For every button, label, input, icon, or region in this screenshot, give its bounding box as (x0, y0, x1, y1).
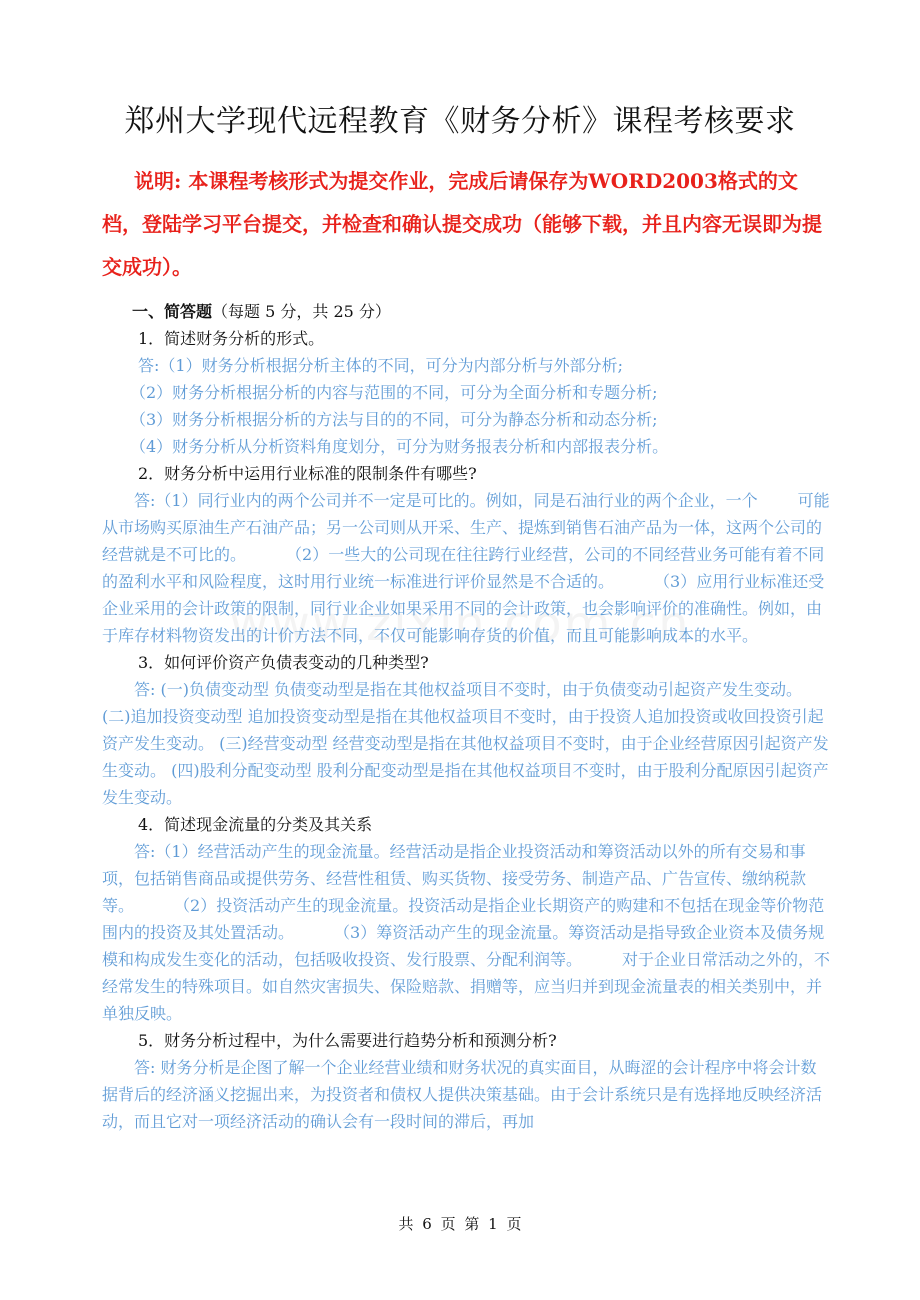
answer-2-part: 答:（1）同行业内的两个公司并不一定是可比的。例如，同是石油行业的两个企业，一个 (134, 491, 758, 510)
page-title: 郑州大学现代远程教育《财务分析》课程考核要求 (124, 104, 796, 139)
answer-1-line: 答:（1）财务分析根据分析主体的不同，可分为内部分析与外部分析; (138, 356, 623, 375)
submission-notice: 说明: 本课程考核形式为提交作业，完成后请保存为WORD2003格式的文档，登陆学习平台提交，并检查和确认提交成功（能够下载，并且内容无误即为提交成功）。 (102, 169, 822, 279)
answer-3 (102, 676, 832, 811)
answer-3-part: (二)追加投资变动型 追加投资变动型是指在其他权益项目不变时，由于投资人追加投资或收回投资引起资产发生变动。 (102, 707, 824, 753)
question-3: 3．如何评价资产负债表变动的几种类型? (138, 653, 429, 672)
answer-2 (102, 487, 832, 649)
answer-4-part: （2）投资活动产生的现金流量。投资活动是指企业长期资产的购建和不包括在现金等价物范围内的投资及其处置活动。 (102, 896, 825, 942)
answer-5: 答: 财务分析是企图了解一个企业经营业绩和财务状况的真实面目，从晦涩的会计程序中将会计数据背后的经济涵义挖掘出来，为投资者和债权人提供决策基础。由于会计系统只是有选择地反映经济活动，而且它对一项经济活动的确认会有一段时间的滞后，再加 (102, 1058, 823, 1131)
answer-2-part: 可能从市场购买原油生产石油产品；另一公司则从开采、生产、提炼到销售石油产品为一体，这两个公司的经营就是不可比的。 (102, 491, 830, 564)
answer-1-line: （3）财务分析根据分析的方法与目的的不同，可分为静态分析和动态分析; (130, 410, 658, 429)
answer-3-part: 答: (一)负债变动型 负债变动型是指在其他权益项目不变时，由于负债变动引起资产发生变动。 (134, 680, 803, 699)
page-footer: 共 6 页 第 1 页 (398, 1215, 522, 1233)
answer-4-part: （3）筹资活动产生的现金流量。筹资活动是指导致企业资本及债务规模和构成发生变化的活动，包括吸收投资、发行股票、分配利润等。 (102, 923, 825, 969)
question-1: 1．简述财务分析的形式。 (138, 329, 325, 348)
answer-4-part: 对于企业日常活动之外的，不经常发生的特殊项目。如自然灾害损失、保险赔款、捐赠等，应当归并到现金流量表的相关类别中，并单独反映。 (102, 950, 831, 1023)
section-heading (102, 298, 832, 325)
question-2: 2．财务分析中运用行业标准的限制条件有哪些? (138, 464, 477, 483)
section-title: 一、简答题 (132, 302, 213, 321)
answer-3-part: (四)股利分配变动型 股利分配变动型是指在其他权益项目不变时，由于股利分配原因引起资产发生变动。 (102, 761, 829, 807)
answer-1-line: （4）财务分析从分析资料角度划分，可分为财务报表分析和内部报表分析。 (130, 437, 669, 456)
answer-2-part: （2）一些大的公司现在往往跨行业经营，公司的不同经营业务可能有着不同的盈利水平和风险程度，这时用行业统一标准进行评价显然是不合适的。 (102, 545, 825, 591)
question-4: 4．简述现金流量的分类及其关系 (138, 815, 373, 834)
answer-4 (102, 838, 832, 1027)
section-scoring: （每题 5 分，共 25 分） (212, 302, 391, 321)
answer-4-part: 答:（1）经营活动产生的现金流量。经营活动是指企业投资活动和筹资活动以外的所有交易和事项，包括销售商品或提供劳务、经营性租赁、购买货物、接受劳务、制造产品、广告宣传、缴纳税款等。 (102, 842, 807, 915)
question-5: 5．财务分析过程中，为什么需要进行趋势分析和预测分析? (138, 1031, 557, 1050)
answer-1-line: （2）财务分析根据分析的内容与范围的不同，可分为全面分析和专题分析; (130, 383, 658, 402)
answer-3-part: (三)经营变动型 经营变动型是指在其他权益项目不变时，由于企业经营原因引起资产发生变动。 (102, 734, 829, 780)
answer-2-part: （3）应用行业标准还受企业采用的会计政策的限制，同行业企业如果采用不同的会计政策，也会影响评价的准确性。例如，由于库存材料物资发出的计价方法不同，不仅可能影响存货的价值，而且可能影响成本的水平。 (102, 572, 825, 645)
document-body (102, 298, 832, 1135)
